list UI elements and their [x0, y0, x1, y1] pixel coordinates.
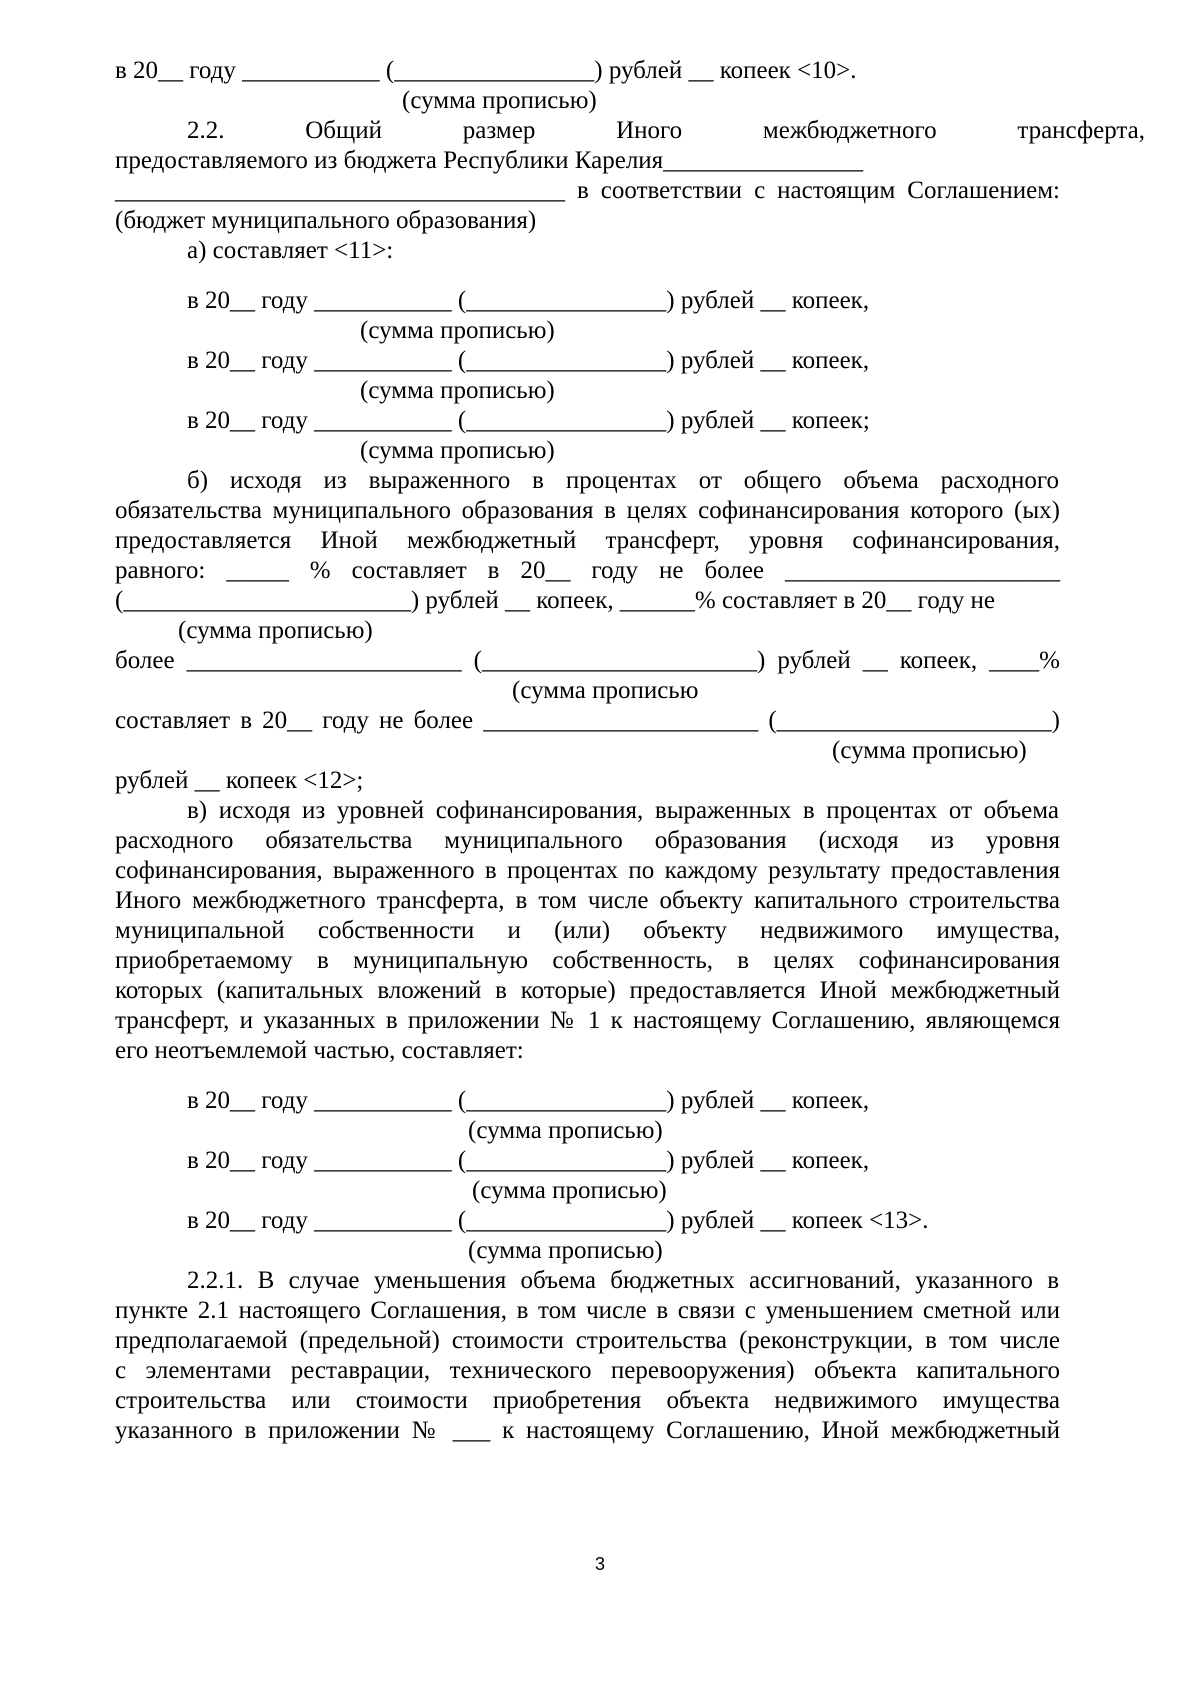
amount-in-words-caption: (сумма прописью [512, 677, 699, 704]
amount-in-words-caption: (сумма прописью) [402, 87, 597, 114]
page-number: 3 [594, 1554, 605, 1574]
year-amount-line: в 20__ году ___________ (________________) рублей __ копеек; [187, 407, 870, 434]
amount-in-words-caption: (сумма прописью) [472, 1177, 667, 1204]
text-line: софинансирования, выраженного в процентах по каждому результату предоставления [115, 857, 1060, 884]
text-line: его неотъемлемой частью, составляет: [115, 1037, 524, 1064]
amount-in-words-caption: (сумма прописью) [360, 377, 555, 404]
text-line: предоставляемого из бюджета Республики Карелия________________ [115, 147, 864, 174]
year-amount-line: в 20__ году ___________ (________________) рублей __ копеек, [187, 1147, 870, 1174]
section-2-2-1: 2.2.1. В случае уменьшения объема бюджетных ассигнований, указанного в [187, 1267, 1059, 1294]
text-line: муниципальной собственности и (или) объекту недвижимого имущества, [115, 917, 1060, 944]
item-a: а) составляет <11>: [187, 237, 394, 264]
text-line: в 20__ году ___________ (________________) рублей __ копеек <10>. [115, 57, 857, 84]
year-amount-line: в 20__ году ___________ (________________) рублей __ копеек <13>. [187, 1207, 929, 1234]
amount-in-words-caption: (сумма прописью) [360, 317, 555, 344]
text-line: составляет в 20__ году не более ______________________ (______________________) [115, 707, 1060, 734]
text-line: ____________________________________ в соответствии с настоящим Соглашением: [115, 177, 1060, 204]
text-line: обязательства муниципального образования в целях софинансирования которого (ых) [115, 497, 1060, 524]
text-line: Иного межбюджетного трансферта, в том числе объекту капитального строительства [115, 887, 1060, 914]
year-amount-line: в 20__ году ___________ (________________) рублей __ копеек, [187, 1087, 870, 1114]
text-line: равного: _____ % составляет в 20__ году не более ______________________ [115, 557, 1060, 584]
text-line: приобретаемому в муниципальную собственность, в целях софинансирования [115, 947, 1060, 974]
text-line: с элементами реставрации, технического перевооружения) объекта капитального [115, 1357, 1060, 1384]
text-line: расходного обязательства муниципального образования (исходя из уровня [115, 827, 1060, 854]
text-line: пункте 2.1 настоящего Соглашения, в том числе в связи с уменьшением сметной или [115, 1297, 1060, 1324]
item-b: б) исходя из выраженного в процентах от общего объема расходного [187, 467, 1059, 494]
year-amount-line: в 20__ году ___________ (________________) рублей __ копеек, [187, 287, 870, 314]
amount-in-words-caption: (сумма прописью) [832, 737, 1027, 764]
text-line: трансферт, и указанных в приложении № 1 к настоящему Соглашению, являющемся [115, 1007, 1060, 1034]
text-line: строительства или стоимости приобретения объекта недвижимого имущества [115, 1387, 1060, 1414]
text-line: указанного в приложении № ___ к настоящему Соглашению, Иной межбюджетный [115, 1417, 1060, 1444]
text-line: (_______________________) рублей __ копеек, ______% составляет в 20__ году не [115, 587, 995, 614]
text-line: которых (капитальных вложений в которые) предоставляется Иной межбюджетный [115, 977, 1060, 1004]
amount-in-words-caption: (сумма прописью) [178, 617, 373, 644]
amount-in-words-caption: (сумма прописью) [468, 1237, 663, 1264]
section-2-2-heading: 2.2. Общий размер Иного межбюджетного трансферта, [187, 117, 1145, 144]
text-line: рублей __ копеек <12>; [115, 767, 364, 794]
text-line: предоставляется Иной межбюджетный трансферт, уровня софинансирования, [115, 527, 1060, 554]
amount-in-words-caption: (сумма прописью) [360, 437, 555, 464]
amount-in-words-caption: (сумма прописью) [468, 1117, 663, 1144]
budget-caption: (бюджет муниципального образования) [115, 207, 537, 234]
text-line: более ______________________ (______________________) рублей __ копеек, ____% [115, 647, 1060, 674]
text-line: предполагаемой (предельной) стоимости строительства (реконструкции, в том числе [115, 1327, 1060, 1354]
item-v: в) исходя из уровней софинансирования, выраженных в процентах от объема [187, 797, 1059, 824]
year-amount-line: в 20__ году ___________ (________________) рублей __ копеек, [187, 347, 870, 374]
